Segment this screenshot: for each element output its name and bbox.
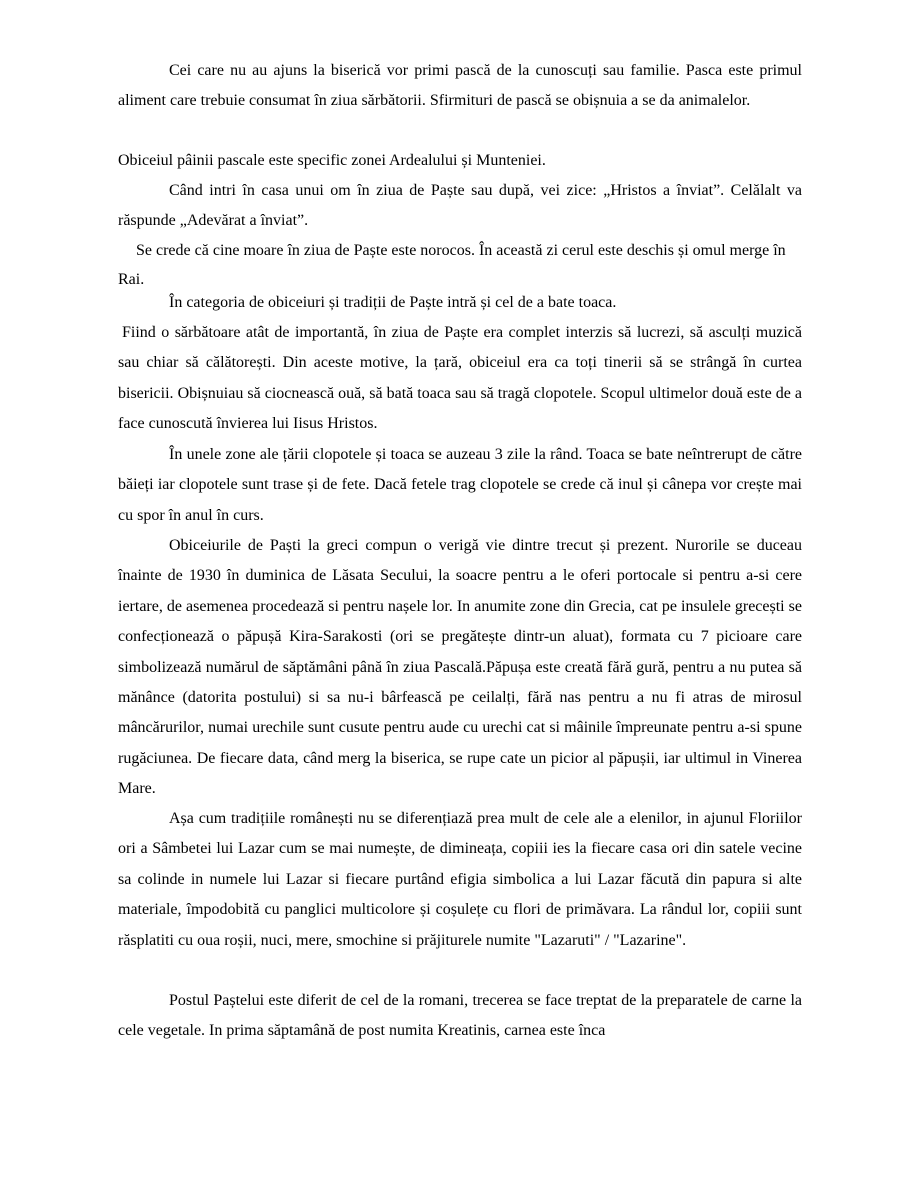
paragraph-text: Postul Paștelui este diferit de cel de la romani, trecerea se face treptat de la preparatele de carne la cele vegetale. In prima săptamână de post numita Kreatinis, carnea este înca [118,992,802,1040]
paragraph-greek-customs [118,531,802,805]
paragraph-lazarus-saturday [118,804,802,956]
paragraph-text: Obiceiul pâinii pascale este specific zonei Ardealului și Munteniei. [118,152,546,169]
paragraph-text: În unele zone ale țării clopotele și toaca se auzeau 3 zile la rând. Toaca se bate neîntrerupt de către băieți iar clopotele sunt trase și de fete. Dacă fetele trag clopotele se crede că inul și cânepa vor crește mai cu spor în anul în curs. [118,446,802,524]
paragraph-easter-prohibitions [118,318,802,440]
paragraph-toaca-tradition [118,288,802,318]
paragraph-death-on-easter [118,236,802,294]
paragraph-greek-lent [118,986,802,1047]
paragraph-paschal-bread-regions [118,146,802,176]
paragraph-text: Se crede că cine moare în ziua de Paște este norocos. În această zi cerul este deschis și omul merge în Rai. [118,242,786,288]
paragraph-text: Cei care nu au ajuns la biserică vor primi pască de la cunoscuți sau familie. Pasca este primul aliment care trebuie consumat în ziua sărbătorii. Sfirmituri de pască se obișnuia a se da animalelor. [118,62,802,110]
paragraph-text: În categoria de obiceiuri și tradiții de Paște intră și cel de a bate toaca. [169,294,617,311]
paragraph-text: Fiind o sărbătoare atât de importantă, în ziua de Paște era complet interzis să lucrezi, să asculți muzică sau chiar să călătorești. Din aceste motive, la țară, obiceiul era ca toți tinerii să se strângă în curtea bisericii. Obișnuiau să ciocnească ouă, să bată toaca sau să tragă clopotele. Scopul ultimelor două este de a face cunoscută învierea lui Iisus Hristos. [118,324,802,433]
paragraph-easter-greeting [118,176,802,237]
paragraph-bells-three-days [118,440,802,531]
paragraph-text: Așa cum tradițiile românești nu se diferențiază prea mult de cele ale a elenilor, in ajunul Floriilor ori a Sâmbetei lui Lazar cum se mai numește, de dimineața, copiii ies la fiecare casa ori din satele vecine sa colinde in numele lui Lazar si fiecare purtând efigia simbolica a lui Lazar făcută din papura si alte materiale, împodobită cu panglici multicolore și coșulețe cu flori de primăvara. La rândul lor, copiii sunt răsplatiti cu oua roșii, nuci, mere, smochine si prăjiturele numite "Lazaruti" / "Lazarine". [118,810,802,949]
paragraph-text: Când intri în casa unui om în ziua de Paște sau după, vei zice: „Hristos a înviat”. Celălalt va răspunde „Adevărat a înviat”. [118,182,802,230]
paragraph-easter-bread-gifts [118,56,802,117]
paragraph-text: Obiceiurile de Paști la greci compun o verigă vie dintre trecut și prezent. Nurorile se duceau înainte de 1930 în duminica de Lăsata Secului, la soacre pentru a le oferi portocale si pentru a-si cere iertare, de asemenea procedează si pentru nașele lor. In anumite zone din Grecia, cat pe insulele grecești se confecționează o păpușă Kira-Sarakosti (ori se pregătește dintr-un aluat), formata cu 7 picioare care simbolizează numărul de săptămâni până în ziua Pascală.Păpușa este creată fără gură, pentru a nu putea să mănânce (datorita postului) si sa nu-i bârfească pe ceilalți, fără nas pentru a nu fi atras de mirosul mâncărurilor, numai urechile sunt cusute pentru aude cu urechi cat si mâinile împreunate pentru a-si spune rugăciunea. De fiecare data, când merg la biserica, se rupe cate un picior al păpușii, iar ultimul in Vinerea Mare. [118,537,802,798]
